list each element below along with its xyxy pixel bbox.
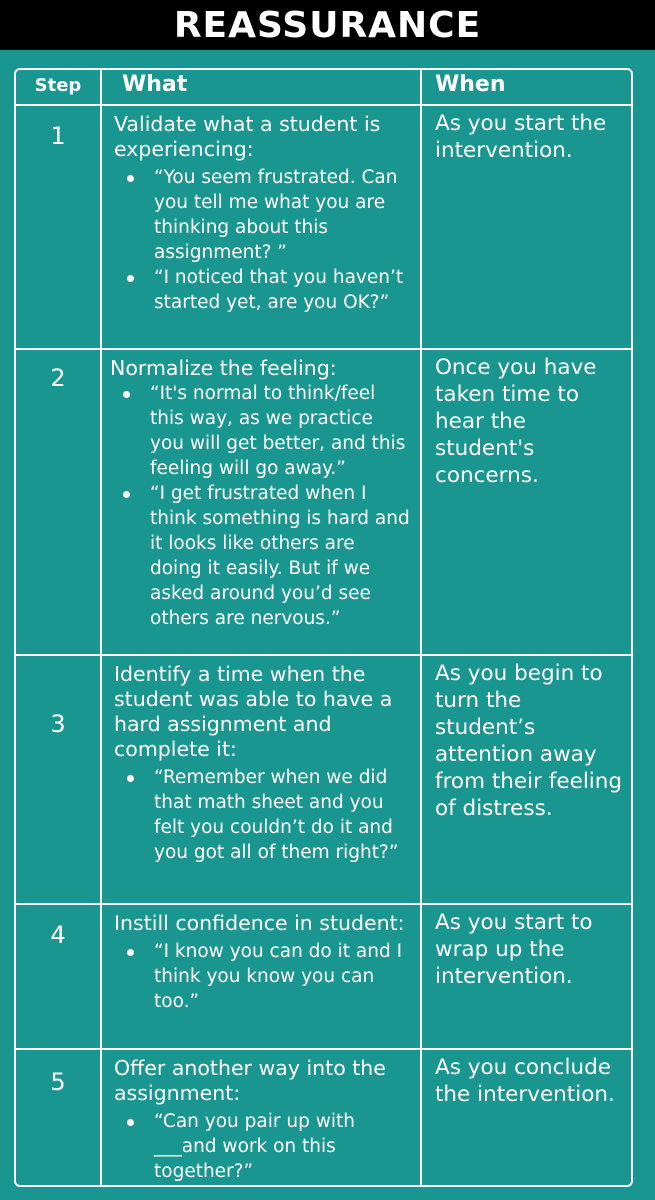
bullet-dot-icon <box>127 775 134 782</box>
bullet-list <box>114 939 412 1014</box>
bullet-item <box>154 939 412 1014</box>
bullet-item <box>150 381 412 481</box>
what-heading: Instill confidence in student: <box>114 911 405 935</box>
what-heading: Validate what a student is experiencing: <box>114 112 381 161</box>
step-number: 2 <box>50 364 66 392</box>
step-number: 4 <box>50 921 66 949</box>
bullet-item <box>150 481 412 631</box>
header-step: Step <box>16 70 102 104</box>
bullet-dot-icon <box>127 275 134 282</box>
what-cell <box>102 654 422 903</box>
what-heading: Normalize the feeling: <box>110 356 337 380</box>
what-cell <box>102 104 422 348</box>
title-bar <box>0 0 655 50</box>
step-cell <box>16 348 102 654</box>
when-cell: As you start to wrap up the intervention. <box>435 910 593 989</box>
reassurance-table <box>14 68 633 1187</box>
step-cell <box>16 903 102 1048</box>
when-cell: As you begin to turn the student’s attention away from their feeling of distress. <box>435 661 623 821</box>
header-what: What <box>102 70 422 104</box>
bullet-text: “It's normal to think/feel this way, as we practice you will get better, and this feeling will go away.” <box>150 383 406 479</box>
bullet-dot-icon <box>127 949 134 956</box>
bullet-text: “You seem frustrated. Can you tell me what you are thinking about this assignment? ” <box>154 167 398 263</box>
table-header-row <box>16 70 631 106</box>
when-cell: Once you have taken time to hear the student's concerns. <box>435 355 597 488</box>
when-cell: As you conclude the intervention. <box>435 1055 615 1107</box>
bullet-text: “Remember when we did that math sheet and you felt you couldn’t do it and you got all of them right?” <box>154 767 399 863</box>
bullet-list <box>110 381 412 631</box>
what-heading: Offer another way into the assignment: <box>114 1056 386 1105</box>
step-number: 3 <box>50 710 66 738</box>
step-cell <box>16 1048 102 1185</box>
table-row <box>16 903 631 1050</box>
bullet-list <box>114 165 412 315</box>
table-row <box>16 104 631 350</box>
bullet-text: “I know you can do it and I think you know you can too.” <box>154 941 403 1012</box>
bullet-item <box>154 165 412 265</box>
bullet-item <box>154 265 412 315</box>
bullet-text: “I noticed that you haven’t started yet, are you OK?” <box>154 267 404 313</box>
what-cell <box>102 903 422 1048</box>
bullet-list <box>114 1109 412 1184</box>
bullet-dot-icon <box>127 1119 134 1126</box>
what-cell <box>102 348 422 654</box>
bullet-dot-icon <box>123 491 130 498</box>
step-cell <box>16 104 102 348</box>
bullet-dot-icon <box>123 391 130 398</box>
bullet-list <box>114 765 412 865</box>
bullet-dot-icon <box>127 175 134 182</box>
what-heading: Identify a time when the student was able to have a hard assignment and complete it: <box>114 662 393 761</box>
table-row <box>16 348 631 656</box>
header-when: When <box>435 72 506 97</box>
bullet-item <box>154 1109 412 1184</box>
when-cell: As you start the intervention. <box>435 111 607 163</box>
step-number: 5 <box>50 1068 66 1096</box>
bullet-text: “I get frustrated when I think something is hard and it looks like others are doing it easily. But if we asked around you’d see others are nervous.” <box>150 483 410 629</box>
step-number: 1 <box>50 122 66 150</box>
table-row <box>16 1048 631 1185</box>
bullet-item <box>154 765 412 865</box>
page-title: REASSURANCE <box>173 4 482 46</box>
bullet-text: “Can you pair up with ___and work on this together?” <box>154 1111 355 1182</box>
what-cell <box>102 1048 422 1185</box>
step-cell <box>16 654 102 903</box>
table-row <box>16 654 631 905</box>
